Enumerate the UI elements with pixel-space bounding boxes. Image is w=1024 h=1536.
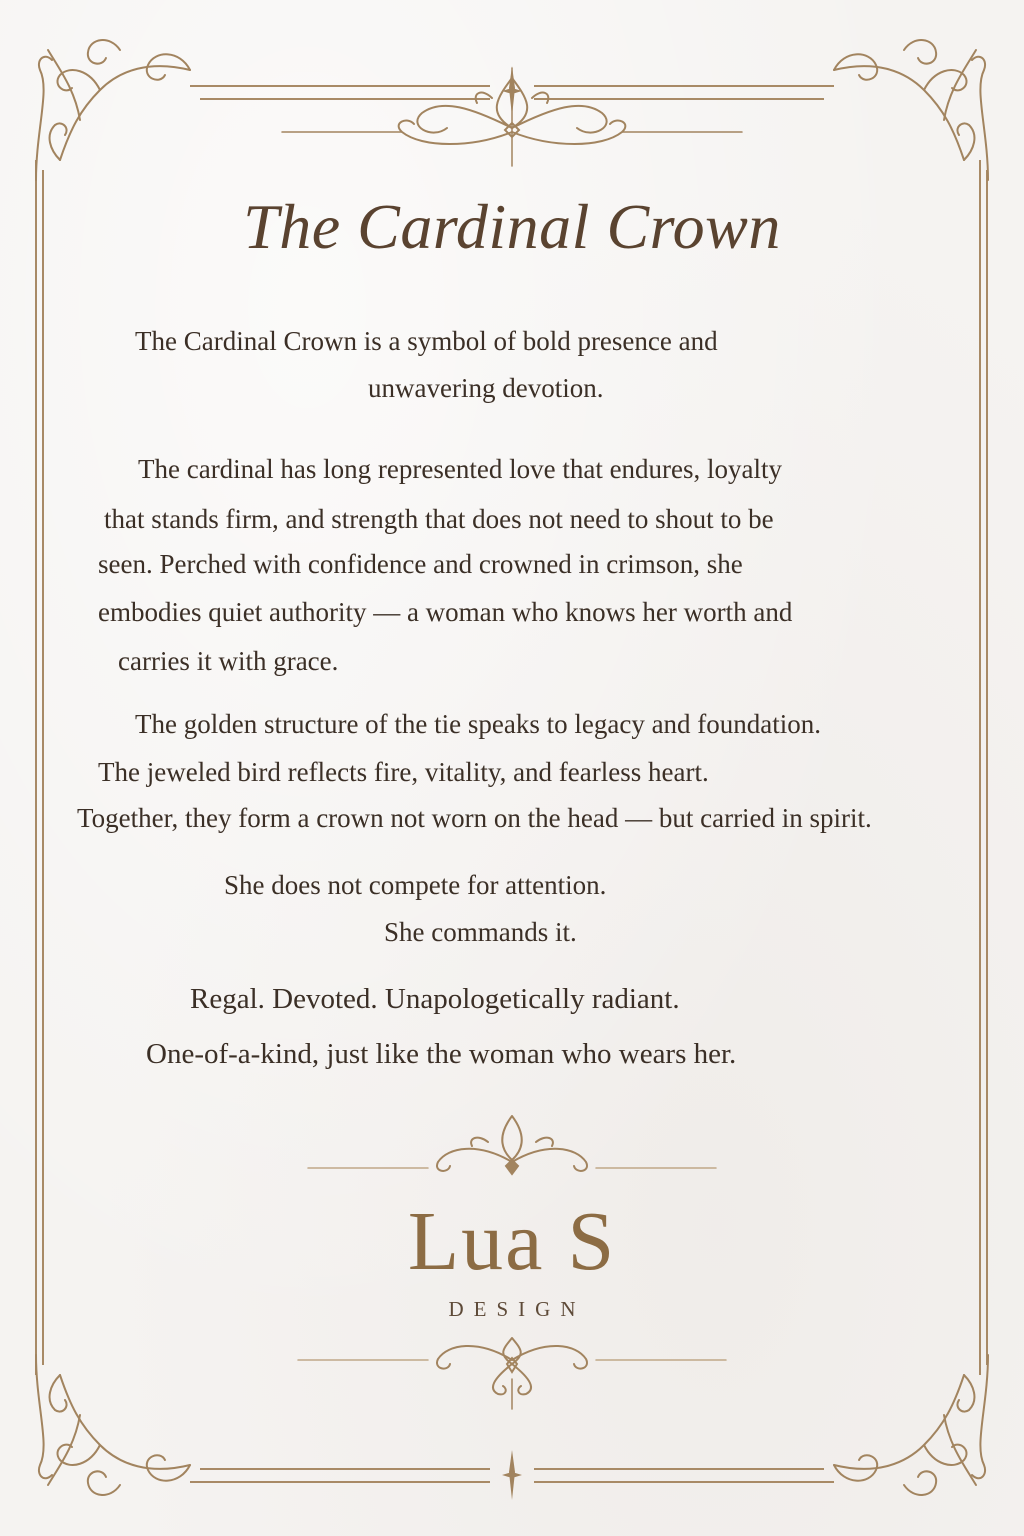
paragraph-5-line-1: Regal. Devoted. Unapologetically radiant. bbox=[190, 983, 680, 1015]
page-title: The Cardinal Crown bbox=[243, 191, 781, 262]
paragraph-3-line-2: The jeweled bird reflects fire, vitality, and fearless heart. bbox=[98, 757, 709, 787]
corner-flourish-br-icon bbox=[824, 1345, 994, 1505]
star-icon bbox=[502, 1450, 522, 1500]
filigree-ornament-top-icon bbox=[272, 68, 752, 168]
paragraph-1-line-1: The Cardinal Crown is a symbol of bold presence and bbox=[135, 326, 718, 356]
corner-flourish-tr-icon bbox=[824, 30, 994, 190]
paragraph-2-line-1: The cardinal has long represented love that endures, loyalty bbox=[138, 454, 783, 484]
paragraph-4-line-2: She commands it. bbox=[384, 917, 577, 947]
corner-flourish-bl-icon bbox=[30, 1345, 200, 1505]
paragraph-1-line-2: unwavering devotion. bbox=[368, 373, 604, 403]
filigree-divider-icon bbox=[308, 1112, 716, 1176]
paragraph-5-line-2: One-of-a-kind, just like the woman who wears her. bbox=[146, 1038, 737, 1070]
brand-tagline: DESIGN bbox=[448, 1297, 586, 1321]
paragraph-3-line-1: The golden structure of the tie speaks to legacy and foundation. bbox=[135, 709, 822, 739]
paragraph-2-line-2: that stands firm, and strength that does not need to shout to be bbox=[104, 504, 774, 534]
paragraph-3-line-3: Together, they form a crown not worn on the head — but carried in spirit. bbox=[77, 803, 872, 833]
paragraph-4-line-1: She does not compete for attention. bbox=[224, 870, 607, 900]
filigree-ornament-bottom-icon bbox=[298, 1334, 726, 1414]
paragraph-2-line-5: carries it with grace. bbox=[118, 646, 339, 676]
paragraph-2-line-3: seen. Perched with confidence and crowned in crimson, she bbox=[98, 549, 743, 579]
brand-logo: Lua S bbox=[407, 1195, 617, 1288]
corner-flourish-tl-icon bbox=[30, 30, 200, 190]
paragraph-2-line-4: embodies quiet authority — a woman who knows her worth and bbox=[98, 597, 793, 627]
